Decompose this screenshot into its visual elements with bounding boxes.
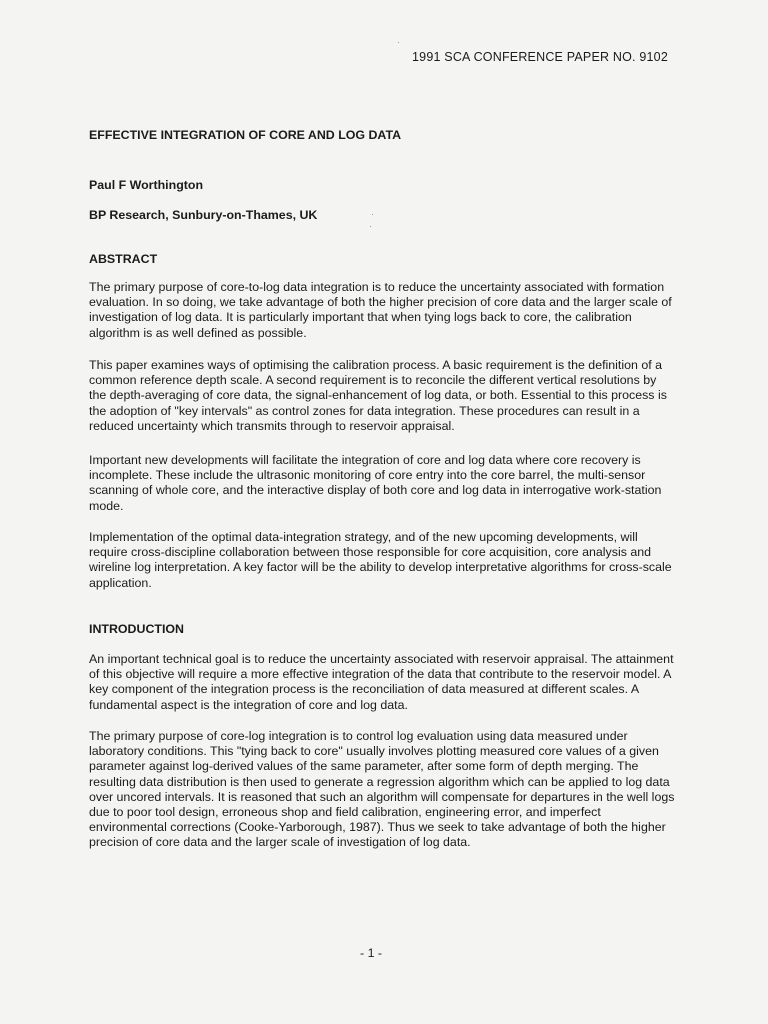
author-affiliation: BP Research, Sunbury-on-Thames, UK (89, 208, 318, 222)
paragraph-text: An important technical goal is to reduce the uncertainty associated with reservoir appraisal. The attainment of this objective will require a more effective integration of the data that contribute to the reservoir model. A key component of the integration process is the reconciliation of data measured at different scales. A fundamental aspect is the integration of core and log data. (89, 652, 674, 712)
introduction-paragraph-2 (89, 729, 675, 851)
abstract-paragraph-4 (89, 530, 675, 591)
paragraph-text: This paper examines ways of optimising the calibration process. A basic requirement is the definition of a common reference depth scale. A second requirement is to reconcile the different vertical resolutions by the depth-averaging of core data, the signal-enhancement of log data, or both. Essential to this process is the adoption of "key intervals" as control zones for data integration. These procedures can result in a reduced uncertainty which transmits through to reservoir appraisal. (89, 358, 667, 433)
paragraph-text: Implementation of the optimal data-integration strategy, and of the new upcoming developments, will require cross-discipline collaboration between those responsible for core acquisition, core analysis and wireline log interpretation. A key factor will be the ability to develop interpretative algorithms for cross-scale application. (89, 530, 672, 590)
conference-paper-number: 1991 SCA CONFERENCE PAPER NO. 9102 (412, 50, 668, 64)
scan-speck (398, 42, 399, 43)
paragraph-text: Important new developments will facilitate the integration of core and log data where core recovery is incomplete. These include the ultrasonic monitoring of core entry into the core barrel, the multi-sensor scanning of whole core, and the interactive display of both core and log data in interrogative work-station mode. (89, 453, 662, 513)
introduction-heading: INTRODUCTION (89, 622, 184, 636)
scan-speck (370, 226, 371, 227)
paragraph-text: The primary purpose of core-to-log data integration is to reduce the uncertainty associated with formation evaluation. In so doing, we take advantage of both the higher precision of core data and the larger scale of investigation of log data. It is particularly important that when tying logs back to core, the calibration algorithm is as well defined as possible. (89, 280, 672, 340)
paragraph-text: The primary purpose of core-log integration is to control log evaluation using data measured under laboratory conditions. This "tying back to core" usually involves plotting measured core values of a given parameter against log-derived values of the same parameter, after some form of depth merging. The resulting data distribution is then used to generate a regression algorithm which can be applied to log data over uncored intervals. It is reasoned that such an algorithm will compensate for departures in the well logs due to poor tool design, erroneous shop and field calibration, engineering error, and imperfect environmental corrections (Cooke-Yarborough, 1987). Thus we seek to take advantage of both the higher precision of core data and the larger scale of investigation of log data. (89, 729, 675, 850)
scan-speck (372, 214, 373, 215)
abstract-paragraph-3 (89, 453, 675, 514)
abstract-heading: ABSTRACT (89, 252, 158, 266)
abstract-paragraph-1 (89, 280, 675, 341)
paper-title: EFFECTIVE INTEGRATION OF CORE AND LOG DATA (89, 128, 402, 142)
abstract-paragraph-2 (89, 358, 675, 434)
author-name: Paul F Worthington (89, 178, 204, 192)
introduction-paragraph-1 (89, 652, 675, 713)
page-number: - 1 - (360, 946, 383, 960)
